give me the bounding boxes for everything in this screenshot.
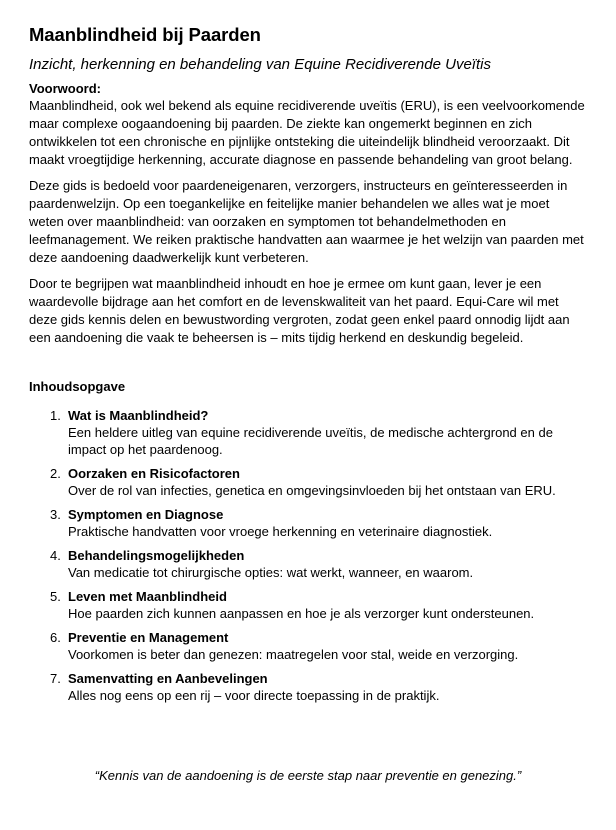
closing-quote: “Kennis van de aandoening is de eerste stap naar preventie en genezing.” xyxy=(94,768,522,783)
toc-item-description: Alles nog eens op een rij – voor directe toepassing in de praktijk. xyxy=(68,688,440,703)
toc-item-title: Oorzaken en Risicofactoren xyxy=(68,466,240,481)
toc-heading: Inhoudsopgave xyxy=(29,379,126,394)
toc-item-title: Leven met Maanblindheid xyxy=(68,589,227,604)
toc-item-title: Wat is Maanblindheid? xyxy=(68,408,209,423)
foreword-section xyxy=(29,81,586,347)
foreword-label: Voorwoord: xyxy=(29,81,101,96)
toc-item-number: 3. xyxy=(50,507,61,522)
toc-item-description: Over de rol van infecties, genetica en omgevingsinvloeden bij het ontstaan van ERU. xyxy=(68,483,556,498)
toc-item xyxy=(29,506,586,540)
toc-item-description: Hoe paarden zich kunnen aanpassen en hoe je als verzorger kunt ondersteunen. xyxy=(68,606,535,621)
toc-item xyxy=(29,588,586,622)
toc-item-title: Behandelingsmogelijkheden xyxy=(68,548,245,563)
toc-item-description: Voorkomen is beter dan genezen: maatregelen voor stal, weide en verzorging. xyxy=(68,647,519,662)
toc-list xyxy=(29,407,586,704)
toc-item-title: Preventie en Management xyxy=(68,630,229,645)
toc-item xyxy=(29,407,586,458)
toc-item-number: 7. xyxy=(50,671,61,686)
toc-item-number: 1. xyxy=(50,408,61,423)
document-subtitle: Inzicht, herkenning en behandeling van Equine Recidiverende Uveïtis xyxy=(29,56,491,73)
toc-item xyxy=(29,465,586,499)
toc-item xyxy=(29,629,586,663)
toc-item-description: Een heldere uitleg van equine recidiverende uveïtis, de medische achtergrond en de impact op het paardenoog. xyxy=(68,425,553,457)
toc-item-title: Symptomen en Diagnose xyxy=(68,507,224,522)
toc-item-number: 6. xyxy=(50,630,61,645)
toc-item-title: Samenvatting en Aanbevelingen xyxy=(68,671,268,686)
toc-item-description: Praktische handvatten voor vroege herkenning en veterinaire diagnostiek. xyxy=(68,524,493,539)
foreword-paragraph: Door te begrijpen wat maanblindheid inhoudt en hoe je ermee om kunt gaan, lever je een waardevolle bijdrage aan het comfort en de levenskwaliteit van het paard. Equi-Care wil met deze gids kennis delen en bewustwording vergroten, zodat geen enkel paard onnodig lijdt aan een aandoening die vaak te beheersen is – mits tijdig herkend en deskundig begeleid. xyxy=(29,276,570,345)
toc-item-number: 4. xyxy=(50,548,61,563)
document-title: Maanblindheid bij Paarden xyxy=(29,24,261,45)
toc-item xyxy=(29,547,586,581)
toc-item-number: 2. xyxy=(50,466,61,481)
table-of-contents xyxy=(29,379,586,704)
toc-item-number: 5. xyxy=(50,589,61,604)
foreword-paragraph: Deze gids is bedoeld voor paardeneigenaren, verzorgers, instructeurs en geïnteresseerden in paardenwelzijn. Op een toegankelijke en feitelijke manier behandelen we alles wat je moet weten over maanblindheid: van oorzaken en symptomen tot behandelmethoden en leefmanagement. We reiken praktische handvatten aan waarmee je het welzijn van paarden met deze aandoening daadwerkelijk kunt verbeteren. xyxy=(29,178,584,265)
foreword-paragraph: Maanblindheid, ook wel bekend als equine recidiverende uveïtis (ERU), is een veelvoorkomende maar complexe oogaandoening bij paarden. De ziekte kan ongemerkt beginnen en zich ontwikkelen tot een chronische en pijnlijke ontsteking die uiteindelijk blindheid veroorzaakt. Dit maakt vroegtijdige herkenning, accurate diagnose en passende behandeling van groot belang. xyxy=(29,98,585,167)
toc-item-description: Van medicatie tot chirurgische opties: wat werkt, wanneer, en waarom. xyxy=(68,565,474,580)
toc-item xyxy=(29,670,586,704)
